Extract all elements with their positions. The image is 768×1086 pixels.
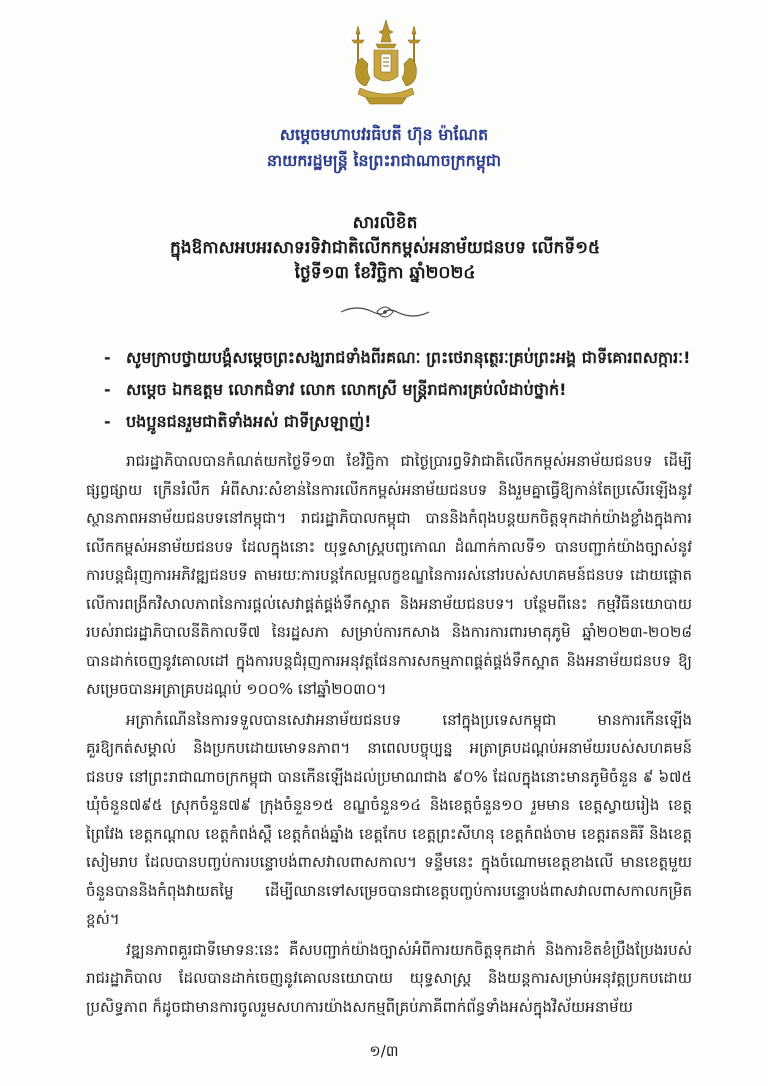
letter-subject: ក្នុងឱកាសអបអរសាទរទិវាជាតិលើកកម្ពស់អនាម័យជនបទ លើកទី១៥ <box>169 238 601 258</box>
body-paragraph: រាជរដ្ឋាភិបាលបានកំណត់យកថ្ងៃទី១៣ ខែវិច្ឆិកា ជាថ្ងៃប្រារព្ធទិវាជាតិលើកកម្ពស់អនាម័យជនបទ ដើម្បីផ្សព្វផ្សាយ ក្រើនរំលឹក អំពីសារៈសំខាន់នៃការលើកកម្ពស់អនាម័យជនបទ និងរួមគ្នាធ្វើឱ្យកាន់តែប្រសើរឡើងនូវស្ថានភាពអនាម័យជនបទនៅកម្ពុជា។ រាជរដ្ឋាភិបាលកម្ពុជា បាននិងកំពុងបន្តយកចិត្តទុកដាក់យ៉ាងខ្លាំងក្នុងការលើកកម្ពស់អនាម័យជនបទ ដែលក្នុងនោះ យុទ្ធសាស្ត្របញ្ចកោណ ដំណាក់កាលទី១ បានបញ្ជាក់យ៉ាងច្បាស់នូវការបន្តជំរុញការអភិវឌ្ឍជនបទ តាមរយៈការបន្តកែលម្អលក្ខខណ្ឌនៃការរស់នៅរបស់សហគមន៍ជនបទ ដោយផ្តោតលើការពង្រីកវិសាលភាពនៃការផ្តល់សេវាផ្គត់ផ្គង់ទឹកស្អាត និងអនាម័យជនបទ។ បន្ថែមពីនេះ កម្មវិធីនយោបាយរបស់រាជរដ្ឋាភិបាលនីតិកាលទី៧ នៃរដ្ឋសភា សម្រាប់ការកសាង និងការការពារមាតុភូមិ ឆ្នាំ២០២៣-២០២៨ បានដាក់ចេញនូវគោលដៅ ក្នុងការបន្តជំរុញការអនុវត្តផែនការសកម្មភាពផ្គត់ផ្គង់ទឹកស្អាត និងអនាម័យជនបទ ឱ្យសម្រេចបានអត្រាគ្របដណ្តប់ ១០០% នៅឆ្នាំ២០៣០។ <box>86 452 692 698</box>
letter-heading: សារលិខិត <box>352 213 418 233</box>
salutation-item: - សូមក្រាបថ្វាយបង្គំសម្តេចព្រះសង្ឃរាជទាំងពីរគណៈ ព្រះថេរានុត្ថេរៈគ្រប់ព្រះអង្គ ជាទីគោរពសក្ការៈ! <box>104 348 691 367</box>
page-number: ១/៣ <box>369 1042 399 1060</box>
author-name: សម្តេចមហាបវរធិបតី ហ៊ុន ម៉ាណែត <box>279 125 489 144</box>
flourish-divider-icon <box>337 302 433 322</box>
salutation-item: - សម្តេច ឯកឧត្តម លោកជំទាវ លោក លោកស្រី មន្ត្រីរាជការគ្រប់លំដាប់ថ្នាក់! <box>104 380 567 399</box>
body-paragraph: អត្រាកំណើននៃការទទួលបានសេវាអនាម័យជនបទ នៅក្នុងប្រទេសកម្ពុជា មានការកើនឡើងគួរឱ្យកត់សម្គាល់ និងប្រកបដោយមោទនភាព។ នាពេលបច្ចុប្បន្ន អត្រាគ្របដណ្តប់អនាម័យរបស់សហគមន៍ជនបទ នៅព្រះរាជាណាចក្រកម្ពុជា បានកើនឡើងដល់ប្រមាណជាង ៩០% ដែលក្នុងនោះមានភូមិចំនួន ៩ ៦៧៥ ឃុំចំនួន៧៩៥ ស្រុកចំនួន៧៩ ក្រុងចំនួន១៥ ខណ្ឌចំនួន១៤ និងខេត្តចំនួន១០ រួមមាន ខេត្តស្វាយរៀង ខេត្តព្រៃវែង ខេត្តកណ្តាល ខេត្តកំពង់ស្ពឺ ខេត្តកំពង់ឆ្នាំង ខេត្តកែប ខេត្តព្រះសីហនុ ខេត្តកំពង់ចាម ខេត្តរតនគិរី និងខេត្តសៀមរាប ដែលបានបញ្ចប់ការបន្ទោបង់ពាសវាលពាសកាល។ ទន្ទឹមនេះ ក្នុងចំណោមខេត្តខាងលើ មានខេត្តមួយចំនួនបាននិងកំពុងវាយតម្លៃ ដើម្បីឈានទៅសម្រេចបានជាខេត្តបញ្ចប់ការបន្ទោបង់ពាសវាលពាសកាលកម្រិតខ្ពស់។ <box>86 710 692 928</box>
author-title: នាយករដ្ឋមន្ត្រី នៃព្រះរាជាណាចក្រកម្ពុជា <box>266 151 502 170</box>
salutation-text: សូមក្រាបថ្វាយបង្គំសម្តេចព្រះសង្ឃរាជទាំងពីរគណៈ ព្រះថេរានុត្ថេរៈគ្រប់ព្រះអង្គ ជាទីគោរពសក្ការៈ! <box>126 348 691 367</box>
body-paragraph: វឌ្ឍនភាពគួរជាទីមោទនៈនេះ គឺសបញ្ជាក់យ៉ាងច្បាស់អំពីការយកចិត្តទុកដាក់ និងការខិតខំប្រឹងប្រែងរបស់រាជរដ្ឋាភិបាល ដែលបានដាក់ចេញនូវគោលនយោបាយ យុទ្ធសាស្ត្រ និងយន្តការសម្រាប់អនុវត្តប្រកបដោយប្រសិទ្ធភាព ក៏ដូចជាមានការចូលរួមសហការយ៉ាងសកម្មពីគ្រប់ភាគីពាក់ព័ន្ធទាំងអស់ក្នុងវិស័យអនាម័យ <box>86 940 692 1016</box>
salutation-item: - បងប្អូនជនរួមជាតិទាំងអស់ ជាទីស្រឡាញ់! <box>104 412 372 431</box>
salutation-text: សម្តេច ឯកឧត្តម លោកជំទាវ លោក លោកស្រី មន្ត្រីរាជការគ្រប់លំដាប់ថ្នាក់! <box>126 380 567 399</box>
letter-date: ថ្ងៃទី១៣ ខែវិច្ឆិកា ឆ្នាំ២០២៤ <box>294 263 476 283</box>
royal-emblem-icon <box>336 18 436 110</box>
salutation-list <box>104 342 704 438</box>
salutation-text: បងប្អូនជនរួមជាតិទាំងអស់ ជាទីស្រឡាញ់! <box>126 412 372 431</box>
letter-body <box>86 447 692 1023</box>
